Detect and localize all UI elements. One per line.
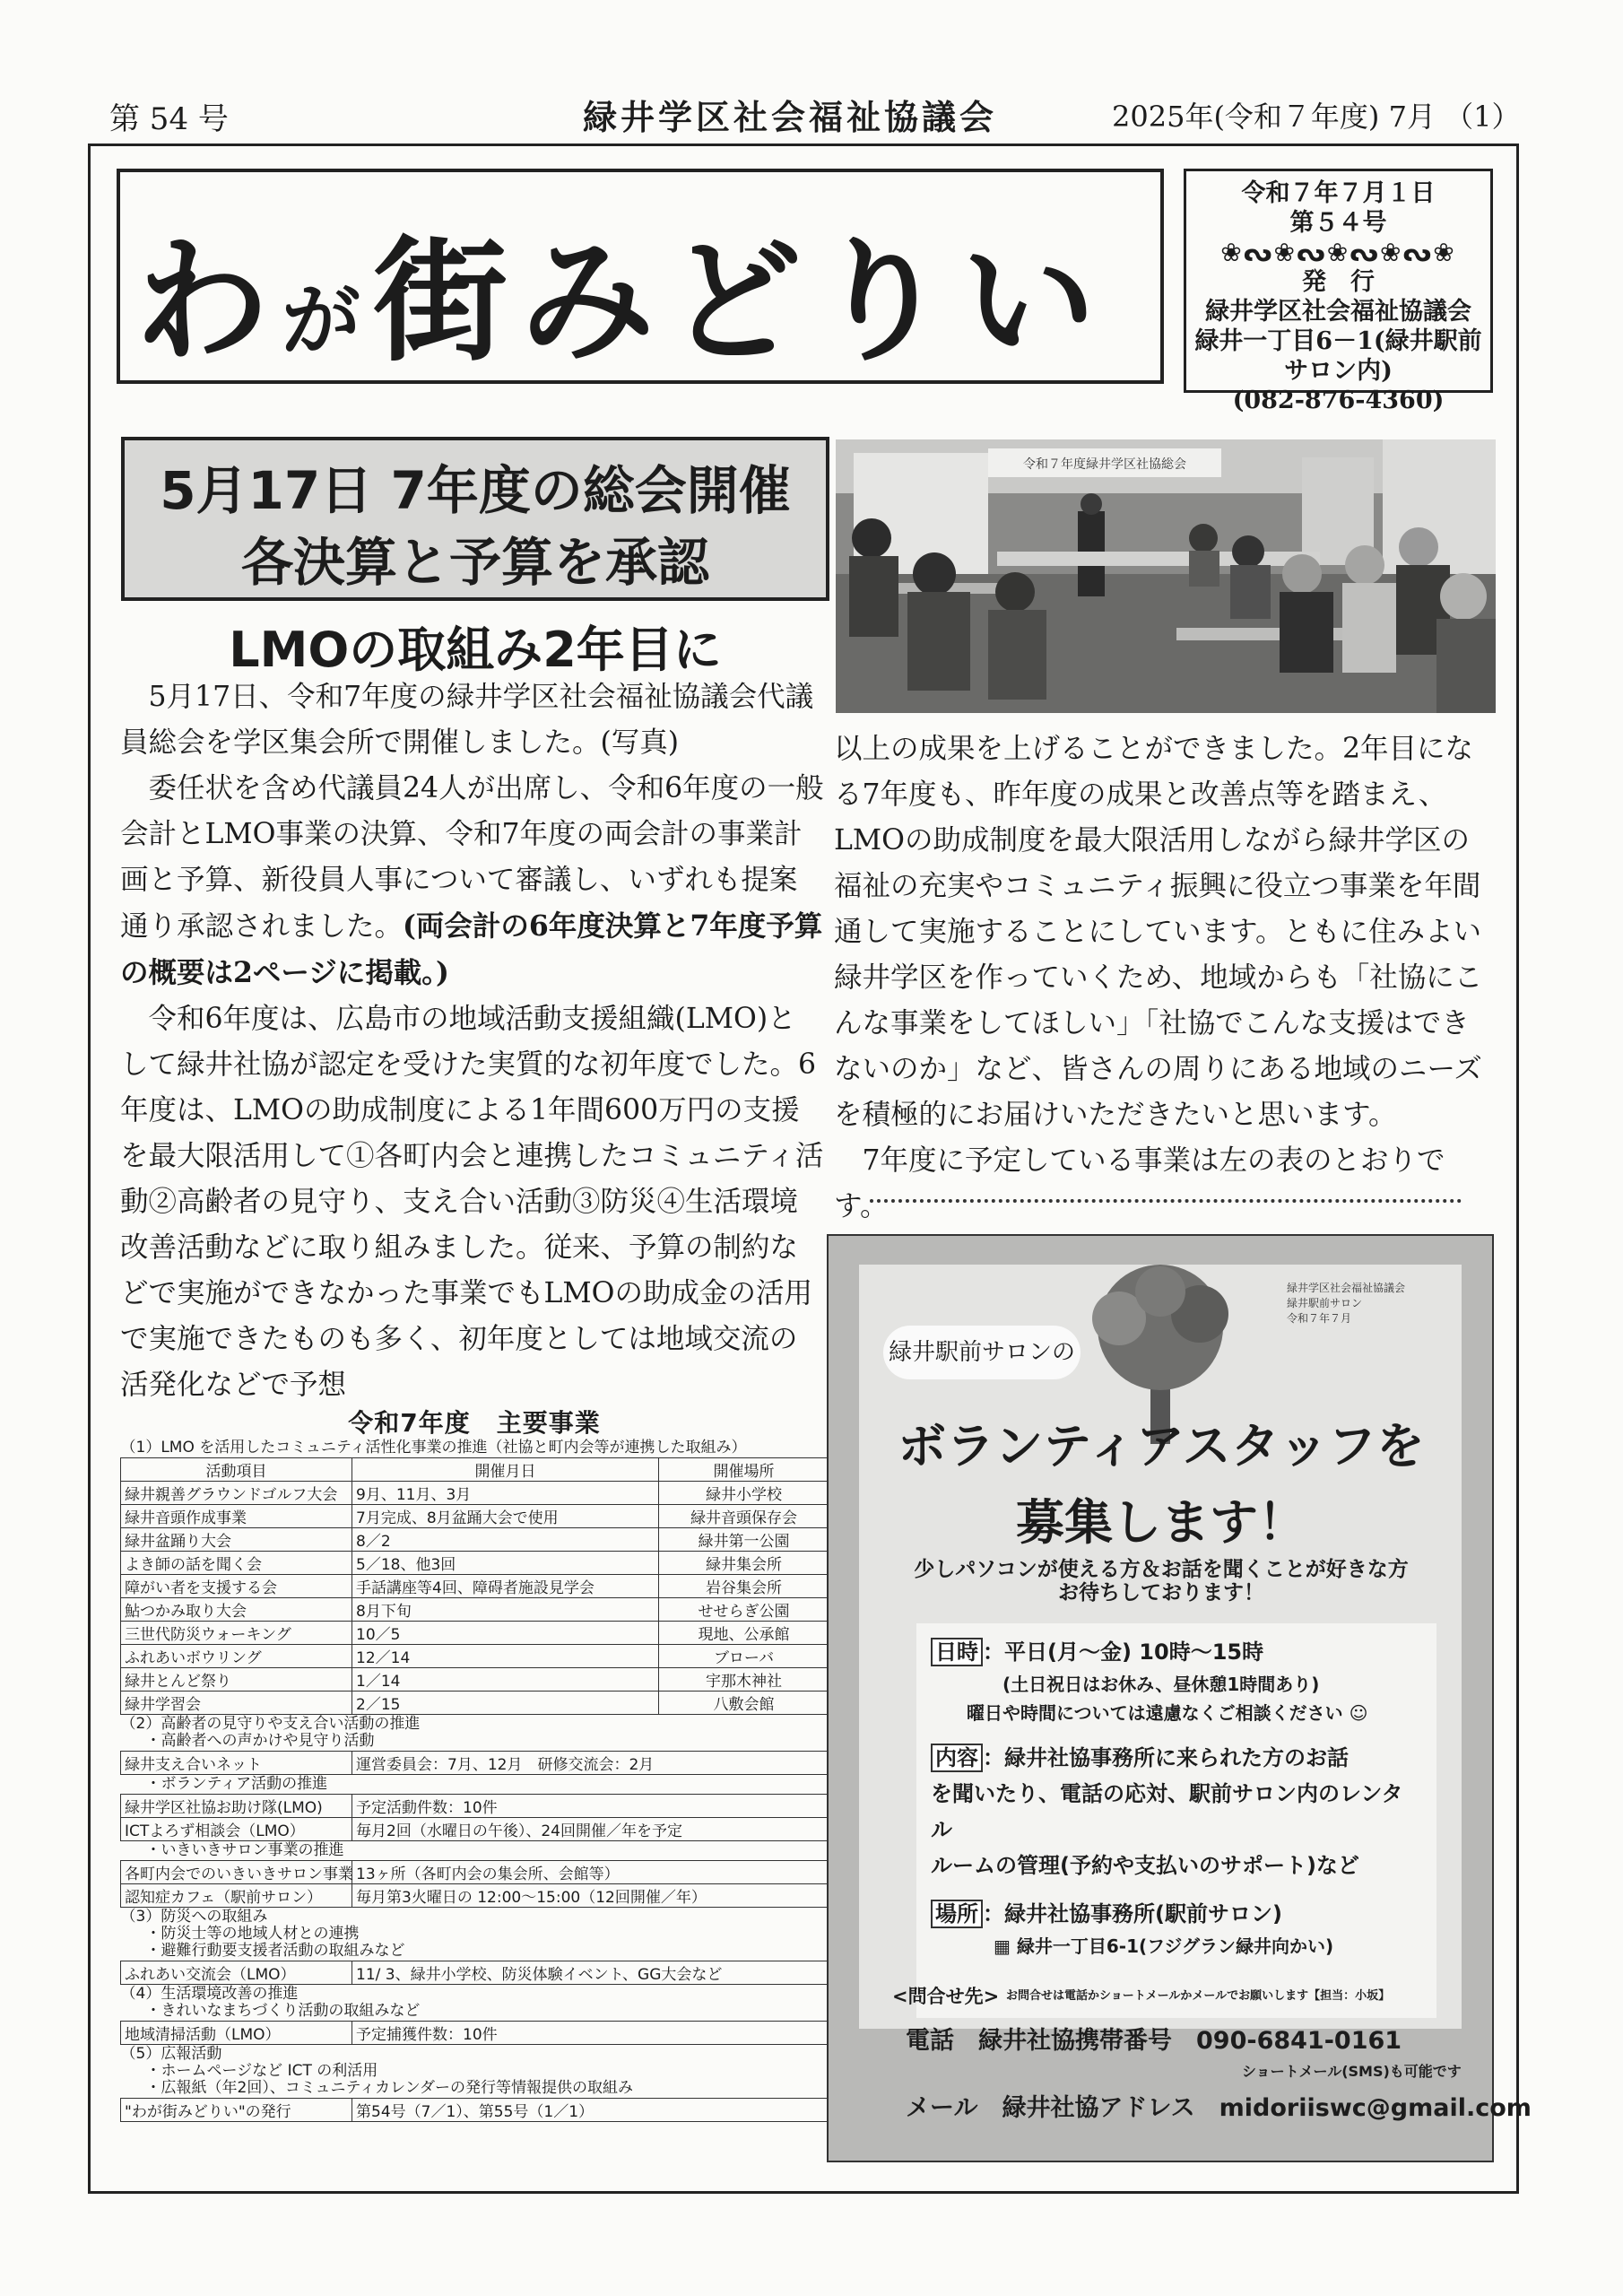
article-bold-text: (両会計の6年度決算と7年度予算の概要は2ページに掲載。) (120, 909, 823, 989)
table-cell: 現地、公承館 (659, 1622, 829, 1645)
masthead-title-a: わ (135, 224, 282, 380)
table-cell: 緑井盆踊り大会 (121, 1528, 352, 1552)
table-section: ・ボランティア活動の推進 (145, 1775, 328, 1793)
header-date: 2025年(令和７年度) 7月 （1） (1112, 100, 1521, 134)
table-cell: 障がい者を支援する会 (121, 1575, 352, 1598)
article-paragraph (120, 766, 824, 996)
section-subtitle: ・きれいなまちづくり活動の取組みなど (145, 2002, 421, 2020)
poster-when: ：平日(月～金) 10時～15時 (983, 1639, 1264, 1665)
poster-org-line: 緑井学区社会福祉協議会 (1287, 1282, 1406, 1294)
table-cell: "わが街みどりい"の発行 (121, 2099, 352, 2122)
poster-detail-card (916, 1623, 1436, 2018)
section-title: （4）生活環境改善の推進 (120, 1985, 299, 2003)
table-row (121, 1668, 829, 1692)
masthead-publisher: 緑井学区社会福祉協議会 (1205, 298, 1471, 326)
table-row (121, 1575, 829, 1598)
table-row (121, 1552, 829, 1575)
flower-ornament-icon: ❀ᔓ❀ᔓ❀ᔓ❀ᔓ❀ (1220, 238, 1456, 267)
poster-mail-address: midoriiswc@gmail.com (1219, 2094, 1532, 2122)
table-cell: 予定捕獲件数：10件 (352, 2022, 829, 2045)
table-cell: ふれあい交流会（LMO） (121, 1961, 352, 1985)
table-row (121, 1482, 829, 1505)
article-paragraph: 令和6年度は、広島市の地域活動支援組織(LMO)として緑井社協が認定を受けた実質的な初年度でした。6年度は、LMOの助成制度による1年間600万円の支援を最大限活用して①各町内会と連携したコミュニティ活動②高齢者の見守り、支え合い活動③防災④生活環境改善活動などに取り組みました。従来、予算の制約などで実施ができなかった事業でもLMOの助成金の活用で実施できたものも多く、初年度としては地域交流の活発化などで予想 (120, 1003, 824, 1401)
poster-where: ：緑井社協事務所(駅前サロン) (983, 1901, 1282, 1926)
section-subtitle: ・広報紙（年2回）、コミュニティカレンダーの発行等情報提供の取組み (145, 2079, 634, 2097)
poster-what: ：緑井社協事務所に来られた方のお話 (983, 1745, 1349, 1770)
poster-phone-line (906, 2021, 1402, 2056)
table-section (121, 1715, 829, 1752)
masthead-publish-label: 発 行 (1302, 268, 1375, 296)
table-header: 開催場所 (659, 1458, 829, 1482)
table-title: 令和7年度 主要事業 (348, 1408, 601, 1438)
table-row (121, 1752, 829, 1775)
poster-organization (1287, 1281, 1405, 1326)
table-cell: 八敷会館 (659, 1692, 829, 1715)
table-section (121, 1908, 829, 1961)
section-subtitle: ・高齢者への声かけや見守り活動 (145, 1732, 375, 1750)
table-cell: 9月、11月、3月 (352, 1482, 659, 1505)
poster-org-line: 緑井駅前サロン (1287, 1297, 1363, 1309)
masthead-issue: 第５４号 (1289, 209, 1387, 237)
table-row (121, 1692, 829, 1715)
poster-salon-label: 緑井駅前サロンの (883, 1326, 1081, 1379)
poster-mail-line (906, 2088, 1532, 2123)
poster-phone-number: 090-6841-0161 (1196, 2027, 1402, 2055)
table-row (121, 1961, 829, 1985)
poster-when-note-text: 曜日や時間については遠慮なくご相談ください (967, 1702, 1343, 1724)
section-title: （5）広報活動 (120, 2045, 222, 2063)
table-cell: 12／14 (352, 1645, 659, 1668)
table-cell: 11/ 3、緑井小学校、防災体験イベント、GG大会など (352, 1961, 829, 1985)
article-paragraph: 以上の成果を上げることができました。2年目になる7年度も、昨年度の成果と改善点等を踏まえ、LMOの助成制度を最大限活用しながら緑井学区の福祉の充実やコミュニティ振興に役立つ事業を年間通して実施することにしています。ともに住みよい緑井学区を作っていくため、地域からも「社協にこんな事業をしてほしい」「社協でこんな支援はできないのか」など、皆さんの周りにある地域のニーズを積極的にお届けいただきたいと思います。 (834, 733, 1483, 1131)
table-row (121, 1818, 829, 1841)
table-row (121, 1884, 829, 1908)
table-row (121, 1505, 829, 1528)
table-row (121, 1645, 829, 1668)
table-cell: 10／5 (352, 1622, 659, 1645)
dotted-divider (870, 1199, 1462, 1203)
table-cell: 宇那木神社 (659, 1668, 829, 1692)
table-cell: 5／18、他3回 (352, 1552, 659, 1575)
masthead-info (1184, 169, 1493, 414)
table-section: （1）LMO を活用したコミュニティ活性化事業の推進（社協と町内会等が連携した取組み） (120, 1439, 747, 1457)
table-cell: 緑井支え合いネット (121, 1752, 352, 1775)
main-projects-table (120, 1439, 829, 2122)
headline-line-1: 5月17日 7年度の総会開催 (160, 460, 791, 521)
poster-what: を聞いたり、電話の応対、駅前サロン内のレンタル (931, 1781, 1403, 1842)
table-cell: 毎月2回（水曜日の午後）、24回開催／年を予定 (352, 1818, 829, 1841)
poster-when-label: 日時 (931, 1638, 983, 1666)
masthead-address: 緑井一丁目6－1(緑井駅前サロン内) (1194, 327, 1482, 385)
masthead-title-c: 街みどりい (373, 224, 1109, 380)
table-cell: 緑井学習会 (121, 1692, 352, 1715)
table-cell: ブローバ (659, 1645, 829, 1668)
table-section (121, 1985, 829, 2022)
table-cell: せせらぎ公園 (659, 1598, 829, 1622)
issue-number: 第 54 号 (109, 101, 229, 137)
poster-sms-note: ショートメール(SMS)も可能です (1242, 2063, 1462, 2080)
table-cell: 緑井集会所 (659, 1552, 829, 1575)
poster-title-1: ボランティアスタッフを (898, 1418, 1425, 1474)
table-cell: 緑井親善グラウンドゴルフ大会 (121, 1482, 352, 1505)
table-cell: よき師の話を聞く会 (121, 1552, 352, 1575)
table-cell: 緑井小学校 (659, 1482, 829, 1505)
headline-line-2: 各決算と予算を承認 (240, 532, 709, 593)
table-cell: 8／2 (352, 1528, 659, 1552)
poster-contact-note: お問合せは電話かショートメールかメールでお願いします【担当：小坂】 (1006, 1989, 1391, 2003)
table-cell: 8月下旬 (352, 1598, 659, 1622)
section-subtitle: ・ホームページなど ICT の利活用 (145, 2062, 378, 2080)
table-section (121, 2045, 829, 2099)
table-cell: 緑井学区社協お助け隊(LMO) (121, 1795, 352, 1818)
article-right (834, 726, 1497, 1222)
poster-contact-label: <問合せ先> (892, 1986, 1000, 2007)
table-cell: 鮎つかみ取り大会 (121, 1598, 352, 1622)
table-row (121, 1861, 829, 1884)
masthead-date: 令和７年７月１日 (1241, 179, 1436, 207)
poster-org-line: 令和７年７月 (1287, 1312, 1352, 1325)
section-title: （2）高齢者の見守りや支え合い活動の推進 (120, 1715, 421, 1733)
poster-title-2: 募集します！ (1016, 1494, 1306, 1551)
subheadline: LMOの取組み2年目に (229, 622, 722, 678)
article-text: 委任状を含め代議員24人が出席し、令和6年度の一般会計とLMO事業の決算、令和7年度の両会計の事業計画と予算、新役員人事について審議し、いずれも提案通り承認されました。 (120, 772, 824, 943)
table-row (121, 1622, 829, 1645)
masthead-title (135, 193, 1108, 387)
header-organization: 緑井学区社会福祉協議会 (583, 98, 998, 137)
article-left (120, 674, 824, 1401)
table-cell: 2／15 (352, 1692, 659, 1715)
table-cell: 緑井音頭保存会 (659, 1505, 829, 1528)
table-cell: 認知症カフェ（駅前サロン） (121, 1884, 352, 1908)
table-cell: ICTよろず相談会（LMO） (121, 1818, 352, 1841)
poster-where-label: 場所 (931, 1900, 983, 1928)
table-row (121, 2099, 829, 2122)
table-cell: 1／14 (352, 1668, 659, 1692)
building-icon: ▦ (994, 1935, 1011, 1957)
photo-banner: 令和７年度緑井学区社協総会 (1023, 457, 1186, 472)
section-subtitle: ・防災士等の地域人材との連携 (145, 1925, 360, 1943)
poster-subtitle (874, 1558, 1448, 1605)
table-cell: 三世代防災ウォーキング (121, 1622, 352, 1645)
table-header: 開催月日 (352, 1458, 659, 1482)
table-cell: 運営委員会：7月、12月 研修交流会：2月 (352, 1752, 829, 1775)
poster-subtitle-line: お待ちしております！ (1058, 1581, 1264, 1605)
poster-what: ルームの管理(予約や支払いのサポート)など (931, 1853, 1359, 1878)
poster-phone-label: 電話 緑井社協携帯番号 (906, 2027, 1172, 2055)
table-cell: 第54号（7／1）、第55号（1／1） (352, 2099, 829, 2122)
section-subtitle: ・避難行動要支援者活動の取組みなど (145, 1942, 405, 1960)
table-cell: 緑井とんど祭り (121, 1668, 352, 1692)
table-cell: 地域清掃活動（LMO） (121, 2022, 352, 2045)
poster-when-note: (土日祝日はお休み、昼休憩1時間あり) (1002, 1674, 1320, 1695)
table-cell: 緑井第一公園 (659, 1528, 829, 1552)
poster-where-address: 緑井一丁目6-1(フジグラン緑井向かい) (1016, 1935, 1334, 1957)
table-row (121, 1528, 829, 1552)
poster-mail-label: メール 緑井社協アドレス (906, 2094, 1195, 2122)
table-cell: 予定活動件数：10件 (352, 1795, 829, 1818)
table-cell: 手話講座等4回、障碍者施設見学会 (352, 1575, 659, 1598)
poster-what-label: 内容 (931, 1744, 983, 1772)
table-cell: 岩谷集会所 (659, 1575, 829, 1598)
poster-subtitle-line: 少しパソコンが使える方＆お話を聞くことが好きな方 (914, 1558, 1409, 1581)
table-row (121, 1795, 829, 1818)
poster-when-note (931, 1699, 1422, 1727)
masthead-title-b: が (282, 274, 374, 367)
table-cell: 13ヶ所（各町内会の集会所、会館等） (352, 1861, 829, 1884)
table-cell: 緑井音頭作成事業 (121, 1505, 352, 1528)
article-paragraph: 5月17日、令和7年度の緑井学区社会福祉協議会代議員総会を学区集会所で開催しました。(写真) (120, 681, 814, 759)
meeting-photo (836, 439, 1496, 713)
table-section: ・いきいきサロン事業の推進 (145, 1841, 344, 1859)
section-title: （3）防災への取組み (120, 1908, 268, 1926)
table-cell: 毎月第3火曜日の 12:00～15:00（12回開催／年） (352, 1884, 829, 1908)
article-paragraph: 7年度に予定している事業は左の表のとおりです。 (834, 1144, 1445, 1222)
table-cell: 7月完成、8月盆踊大会で使用 (352, 1505, 659, 1528)
table-cell: 各町内会でのいきいきサロン事業 (121, 1861, 352, 1884)
table-header: 活動項目 (121, 1458, 352, 1482)
table-row (121, 1598, 829, 1622)
table-row (121, 2022, 829, 2045)
masthead-phone: (082-876-4360) (1232, 387, 1445, 414)
table-cell: ふれあいボウリング (121, 1645, 352, 1668)
smile-icon: ☺ (1349, 1702, 1368, 1724)
